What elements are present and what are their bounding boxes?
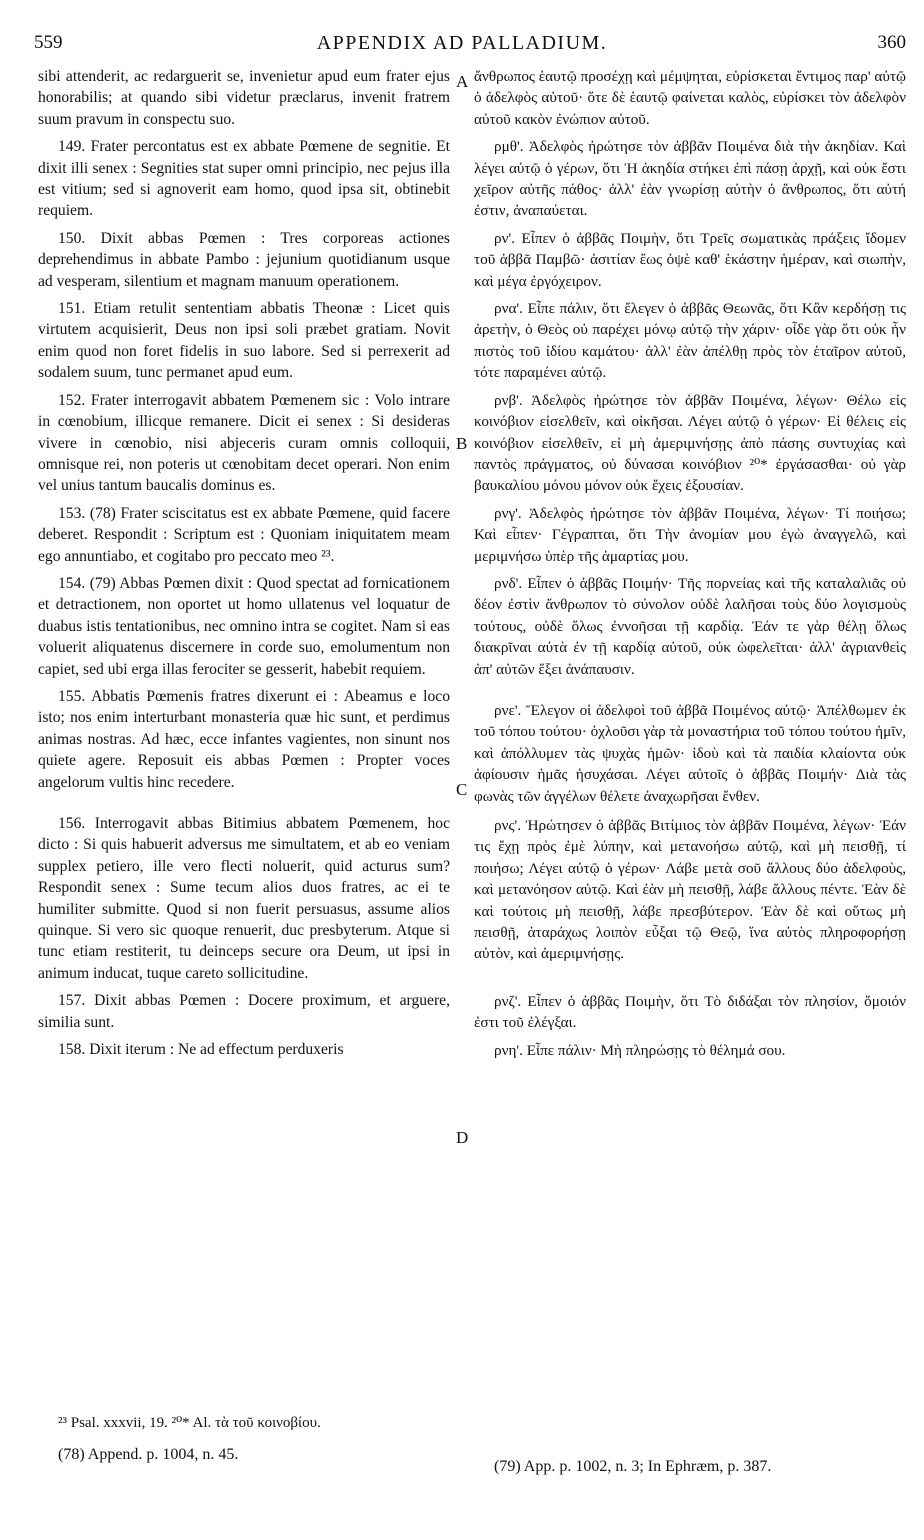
greek-paragraph-154: ρνδ'. Εἶπεν ὁ ἀββᾶς Ποιμήν· Τῆς πορνείας καὶ τῆς καταλαλιᾶς οὐ δέον ἐστὶν ἄνθρωπον τὸ σύνολον οὐδὲ λαλῆσαι τοὺς δύο λογισμοὺς τούτους, οὐδὲ ὅλως ἐννοῆσαι τῇ καρδίᾳ. Ἐάν τε γὰρ θέλῃ ὅλως διακρῖναι αὐτὰ ἐν τῇ καρδίᾳ αὐτοῦ, οὐκ ὠφελεῖται· ἀλλ' ἀγριανθεὶς ἀπ' αὐτῶν ἕξει ἀνάπαυσιν.	[474, 574, 906, 678]
page-number-left: 559	[34, 32, 63, 53]
editor-note-78: (78) Append. p. 1004, n. 45.	[58, 1446, 239, 1463]
greek-paragraph-151: ρνα'. Εἶπε πάλιν, ὅτι ἔλεγεν ὁ ἀββᾶς Θεωνᾶς, ὅτι Κἂν κερδήσῃ τις ἀρετὴν, ὁ Θεὸς οὐ παρέχει μόνῳ αὐτῷ τὴν χάριν· οἶδε γὰρ ὅτι οὐκ ἦν πιστὸς τοῦ ἰδίου καμάτου· ἀλλ' ἐὰν ἀπέλθῃ πρὸς τὸν ἑταῖρον αὐτοῦ, τότε παραμένει αὐτῷ.	[474, 300, 906, 382]
page-header	[0, 32, 924, 58]
latin-paragraph-154: 154. (79) Abbas Pœmen dixit : Quod spectat ad fornicationem et detractionem, non oportet ut homo ullatenus vel loquatur de duabus istis tentationibus, nec omnino intra se cogitet. Nam si eas voluerit aliquatenus discernere in corde suo, emolumentum non capiet, sed ubi erga illas ferociter se gesserit, habebit requiem.	[38, 574, 450, 678]
margin-marker-b: B	[456, 434, 468, 453]
footnote-line: ²³ Psal. xxxvii, 19. ²⁰* Al. τὰ τοῦ κοινοβίου.	[58, 1415, 321, 1431]
greek-paragraph-150: ρν'. Εἶπεν ὁ ἀββᾶς Ποιμὴν, ὅτι Τρεῖς σωματικὰς πράξεις ἴδομεν τοῦ ἀββᾶ Παμβῶ· ἀσιτίαν ἕως ὀψὲ καθ' ἑκάστην ἡμέραν, καὶ σιωπὴν, καὶ μέγα ἐργόχειρον.	[474, 229, 906, 290]
margin-marker-a: A	[456, 72, 469, 91]
editor-note-79: (79) App. p. 1002, n. 3; In Ephræm, p. 387.	[494, 1458, 772, 1475]
running-title: APPENDIX AD PALLADIUM.	[316, 32, 608, 54]
latin-paragraph-150: 150. Dixit abbas Pœmen : Tres corporeas actiones deprehendimus in abbate Pambo : jejunium quotidianum usque ad vesperam, silentium et magnam manuum operationem.	[38, 229, 450, 290]
latin-paragraph-155: 155. Abbatis Pœmenis fratres dixerunt ei : Abeamus e loco isto; nos enim interturbant monasteria quæ hic sunt, et perdimus animas nostras. Ad hæc, ecce infantes vagientes, non sinunt nos quiete agere. Reposuit eis abbas Pœmen : Propter voces angelorum vultis hinc recedere.	[38, 687, 450, 791]
margin-marker-d: D	[456, 1128, 469, 1147]
greek-paragraph-148-cont: ἄνθρωπος ἑαυτῷ προσέχῃ καὶ μέμψηται, εὑρίσκεται ἔντιμος παρ' αὐτῷ ὁ ἀδελφὸς αὐτοῦ· ὅτε δὲ ἑαυτῷ φαίνεται καλὸς, εὑρίσκει τὸν ἀδελφὸν αὐτοῦ κακὸν ἐνώπιον αὐτοῦ.	[474, 68, 906, 128]
greek-paragraph-155: ρνε'. Ἔλεγον οἱ ἀδελφοὶ τοῦ ἀββᾶ Ποιμένος αὐτῷ· Ἀπέλθωμεν ἐκ τοῦ τόπου τούτου· ὀχλοῦσι γὰρ τὰ μοναστήρια τοῦ τόπου τούτου ἡμῖν, καὶ ἀπόλλυμεν τὰς ψυχὰς ἡμῶν· ἰδοὺ καὶ τὰ παιδία κλαίοντα οὐκ ἀφίουσιν ἡμᾶς ἡσυχάσαι. Λέγει αὐτοῖς ὁ ἀββᾶς Ποιμήν· Διὰ τὰς φωνὰς τῶν ἀγγέλων θέλετε ἀναχωρῆσαι ἔνθεν.	[474, 701, 906, 805]
greek-paragraph-156: ρνς'. Ἠρώτησεν ὁ ἀββᾶς Βιτίμιος τὸν ἀββᾶν Ποιμένα, λέγων· Ἐάν τις ἔχῃ πρὸς ἐμὲ λύπην, καὶ μετανοήσω αὐτῷ, καὶ μὴ πεισθῇ, τί ποιήσω; Λέγει αὐτῷ ὁ γέρων· Λάβε μετὰ σοῦ ἄλλους δύο ἀδελφοὺς, καὶ μετανόησον αὐτῷ. Καὶ ἐὰν μὴ πεισθῇ, λάβε ἄλλους πέντε. Ἐὰν δὲ καὶ τούτοις μὴ πεισθῇ, λάβε πρεσβύτερον. Ἐὰν δὲ καὶ οὕτως μὴ πεισθῇ, ἀταράχως λοιπὸν εὖξαι τῷ Θεῷ, ἵνα αὐτὸς πληροφορήσῃ αὐτὸν, καὶ ἀμεριμνήσῃς.	[474, 817, 906, 963]
latin-paragraph-153: 153. (78) Frater sciscitatus est ex abbate Pœmene, quid facere deberet. Respondit : Scriptum est : Quoniam iniquitatem meam ego annuntiabo, et cogitabo pro peccato meo ²³.	[38, 504, 450, 565]
latin-paragraph-148-cont: sibi attenderit, ac redarguerit se, invenietur apud eum frater ejus honorabilis; at quando sibi videtur præclarus, invenit fratrem suum pravum in conspectu suo.	[38, 68, 450, 128]
greek-column	[474, 66, 906, 1067]
page-number-right: 360	[877, 32, 906, 53]
latin-column	[38, 66, 450, 1066]
greek-paragraph-153: ρνγ'. Ἀδελφὸς ἠρώτησε τὸν ἀββᾶν Ποιμένα, λέγων· Τί ποιήσω; Καὶ εἶπεν· Γέγραπται, ὅτι Τὴν ἀνομίαν μου ἐγὼ ἀναγγελῶ, καὶ μεριμνήσω ὑπὲρ τῆς ἁμαρτίας μου.	[474, 504, 906, 565]
latin-paragraph-152: 152. Frater interrogavit abbatem Pœmenem sic : Volo intrare in cœnobium, illicque remanere. Dicit ei senex : Si desideras vivere in cœnobio, nisi abjeceris curam omnis colloquii, omnisque rei, non poteris ut cœnobitam decet operari. Non enim vel unius tantum baucalis dominus es.	[38, 391, 450, 495]
margin-marker-c: C	[456, 780, 468, 799]
greek-paragraph-152: ρνβ'. Ἀδελφὸς ἠρώτησε τὸν ἀββᾶν Ποιμένα, λέγων· Θέλω εἰς κοινόβιον εἰσελθεῖν, καὶ οἰκῆσαι. Λέγει αὐτῷ ὁ γέρων· Εἰ θέλεις εἰς κοινόβιον εἰσελθεῖν, εἰ μὴ ἀμεριμνήσῃς ἀπὸ πάσης συντυχίας καὶ παντὸς πράγματος, οὐ δύνασαι κοινόβιον ²⁰* ἐργάσασθαι· οὐ γὰρ βαυκαλίου μόνου μόνον οὐκ ἔχεις ἐξουσίαν.	[474, 391, 906, 495]
latin-paragraph-157: 157. Dixit abbas Pœmen : Docere proximum, et arguere, similia sunt.	[38, 992, 450, 1031]
latin-paragraph-156: 156. Interrogavit abbas Bitimius abbatem Pœmenem, hoc dicto : Si quis habuerit adversus me simultatem, et ab eo veniam supplex petiero, ille vero flecti noluerit, quid acturus sum? Respondit senex : Sume tecum alios duos fratres, ac ei te humiliter submitte. Quod si non fuerit persuasus, assume alios quinque. Si vero sic quoque renuerit, duc presbyterum. Atque si tunc etiam restiterit, tu deinceps secure ora Deum, ut ipsi in animum inducat, tuque careto sollicitudine.	[38, 815, 450, 982]
greek-paragraph-158: ρνη'. Εἶπε πάλιν· Μὴ πληρώσῃς τὸ θέλημά σου.	[494, 1041, 786, 1059]
greek-paragraph-149: ρμθ'. Ἀδελφὸς ἠρώτησε τὸν ἀββᾶν Ποιμένα διὰ τὴν ἀκηδίαν. Καὶ λέγει αὐτῷ ὁ γέρων, ὅτι Ἡ ἀκηδία στήκει ἐπὶ πάσῃ ἀρχῇ, καὶ οὐκ ἔστι χεῖρον αὐτῆς πάθος· ἀλλ' ἐὰν γνωρίσῃ αὐτὴν ὁ ἄνθρωπος, ὅτι αὐτή ἐστιν, ἀναπαύεται.	[474, 138, 906, 220]
latin-paragraph-149: 149. Frater percontatus est ex abbate Pœmene de segnitie. Et dixit illi senex : Segnities stat super omni principio, nec pejus illa est vitium; sed si agnoverit eam homo, quod ipsa sit, obtinebit requiem.	[38, 138, 450, 220]
greek-paragraph-157: ρνζ'. Εἶπεν ὁ ἀββᾶς Ποιμὴν, ὅτι Τὸ διδάξαι τὸν πλησίον, ὅμοιόν ἐστι τοῦ ἐλέγξαι.	[474, 992, 906, 1032]
latin-paragraph-158: 158. Dixit iterum : Ne ad effectum perduxeris	[58, 1041, 344, 1059]
latin-paragraph-151: 151. Etiam retulit sententiam abbatis Theonæ : Licet quis virtutem acquisierit, Deus non ipsi soli præbet gratiam. Novit enim quod non foret fidelis in suo labore. Sed si perrexerit ad sodalem suum, tunc permanet apud eum.	[38, 300, 450, 382]
